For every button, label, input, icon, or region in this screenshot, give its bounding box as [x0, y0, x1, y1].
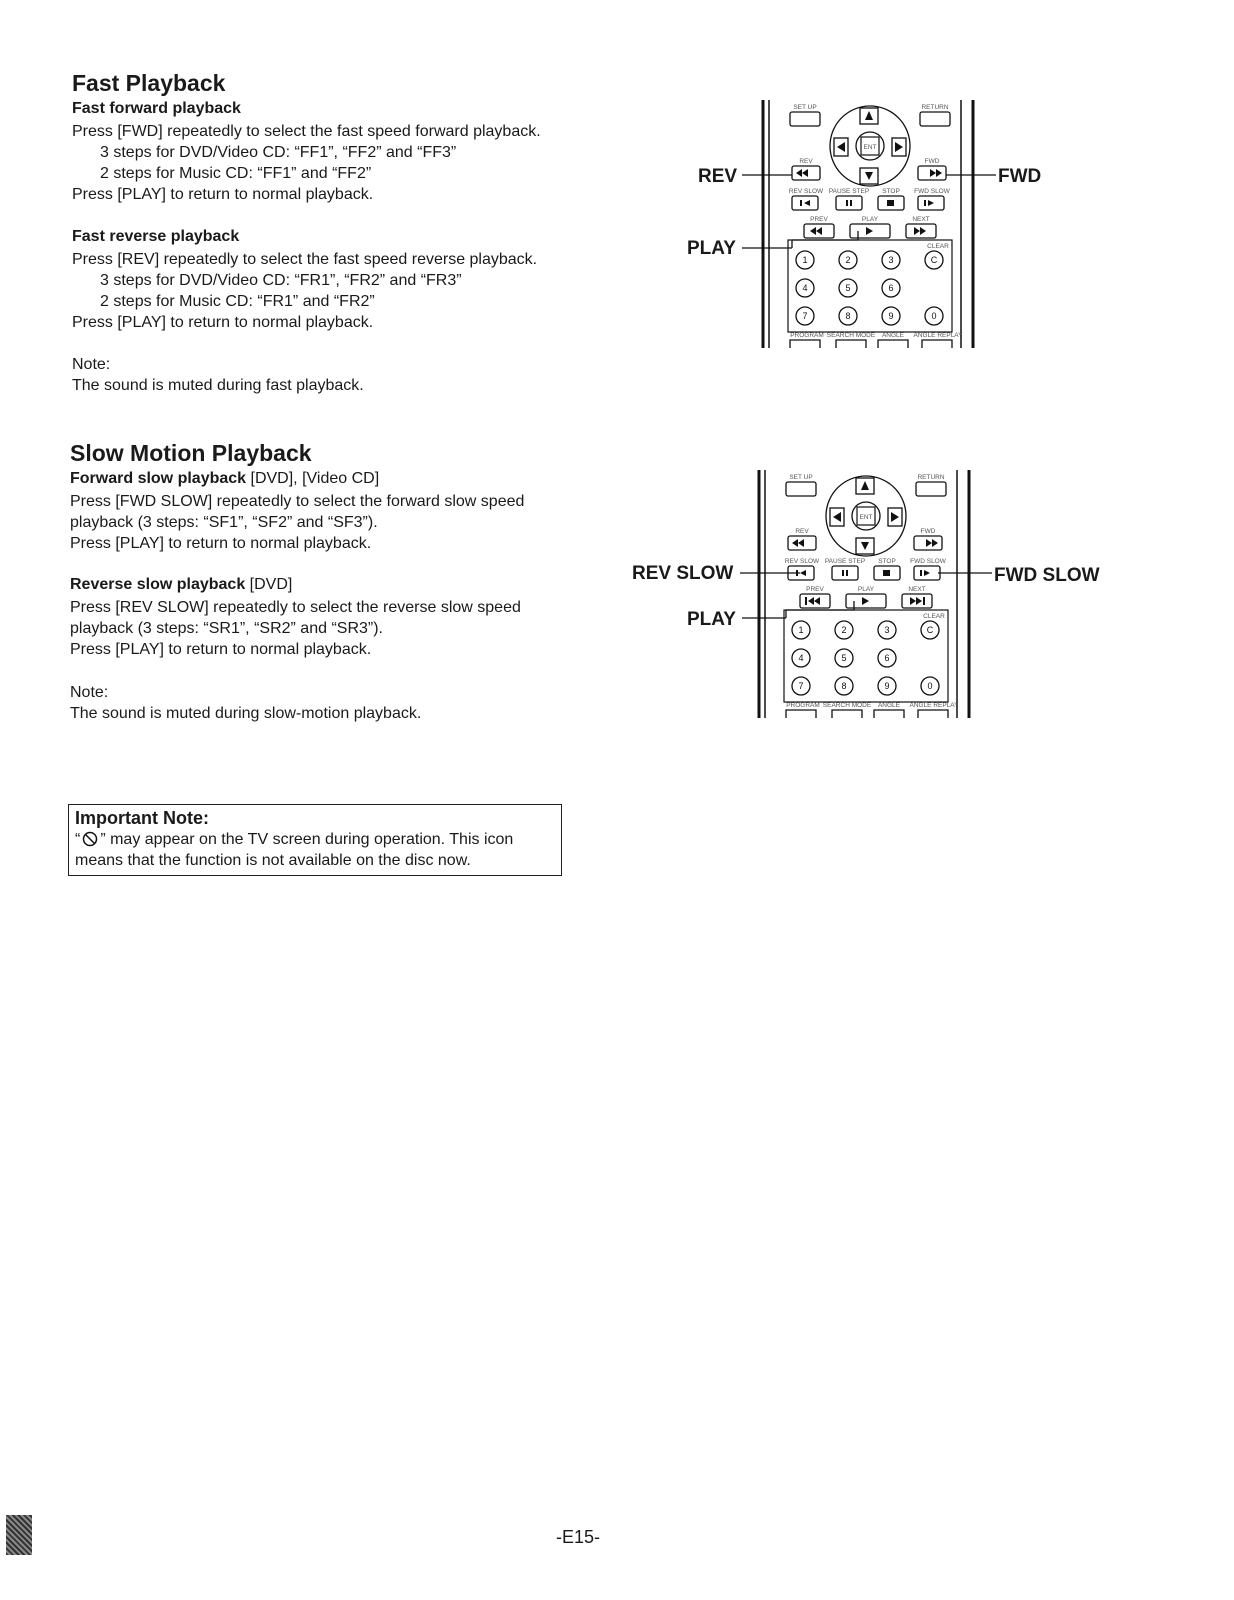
remote-label-return: RETURN — [917, 474, 945, 481]
digit-key-label: 4 — [798, 653, 804, 663]
digit-key-label: 5 — [845, 283, 851, 293]
callout-fwd-slow: FWD SLOW — [994, 565, 1100, 586]
text-line: Press [PLAY] to return to normal playback. — [72, 186, 374, 203]
text-line: playback (3 steps: “SR1”, “SR2” and “SR3”). — [70, 620, 383, 637]
text-line: Press [REV] repeatedly to select the fast speed reverse playback. — [72, 251, 538, 268]
remote-label-clear: CLEAR — [923, 613, 945, 620]
prohibited-icon — [82, 831, 98, 847]
digit-key-label: 1 — [798, 625, 804, 635]
remote-label-search-mode: SEARCH MODE — [826, 332, 876, 339]
text-line: Press [FWD SLOW] repeatedly to select the forward slow speed — [70, 493, 525, 510]
remote-label-clear: CLEAR — [927, 243, 949, 250]
clear-key-label: C — [930, 255, 938, 265]
remote-label-play: PLAY — [861, 216, 879, 223]
digit-key-label: 7 — [802, 311, 808, 321]
text-line: Press [PLAY] to return to normal playback. — [70, 535, 372, 552]
note-text: The sound is muted during slow-motion playback. — [70, 705, 422, 722]
forward-slow-heading-text: Forward slow playback — [70, 470, 247, 487]
remote-label-rev-slow: REV SLOW — [784, 558, 820, 565]
remote-label-play: PLAY — [857, 586, 875, 593]
slow-motion-title: Slow Motion Playback — [70, 440, 312, 466]
callout-fwd: FWD — [998, 166, 1042, 187]
remote-label-rev-slow: REV SLOW — [788, 188, 824, 195]
remote-label-setup: SET UP — [793, 104, 817, 111]
remote-label-prev: PREV — [810, 216, 828, 223]
scan-corner-mark — [6, 1515, 32, 1555]
text-line: 2 steps for Music CD: “FR1” and “FR2” — [100, 293, 375, 310]
digit-key-label: 3 — [884, 625, 890, 635]
important-note-line-2: means that the function is not available on the disc now. — [75, 852, 471, 869]
digit-key-label: 9 — [884, 681, 890, 691]
text-line: playback (3 steps: “SF1”, “SF2” and “SF3”). — [70, 514, 378, 531]
text-line: 3 steps for DVD/Video CD: “FF1”, “FF2” and “FF3” — [100, 144, 457, 161]
reverse-slow-disc-tag: [DVD] — [245, 576, 293, 593]
text-line: 2 steps for Music CD: “FF1” and “FF2” — [100, 165, 372, 182]
callout-play: PLAY — [687, 609, 736, 630]
remote-label-stop: STOP — [878, 558, 896, 565]
digit-key-label: 1 — [802, 255, 808, 265]
remote-label-stop: STOP — [882, 188, 900, 195]
text-line: Press [FWD] repeatedly to select the fast speed forward playback. — [72, 123, 541, 140]
remote-label-next: NEXT — [908, 586, 926, 593]
remote-label-rev: REV — [799, 158, 813, 165]
remote-label-rev: REV — [795, 528, 809, 535]
fast-reverse-heading: Fast reverse playback — [72, 228, 240, 245]
callout-rev: REV — [698, 166, 738, 187]
callout-rev-slow: REV SLOW — [632, 563, 734, 584]
page-number: -E15- — [556, 1527, 601, 1547]
note-label: Note: — [70, 684, 109, 701]
remote-label-program: PROGRAM — [786, 702, 820, 709]
digit-key-label: 0 — [927, 681, 933, 691]
remote-label-ent: ENT — [859, 514, 873, 521]
digit-key-label: 2 — [845, 255, 851, 265]
note-label: Note: — [72, 356, 111, 373]
remote-label-fwd: FWD — [924, 158, 940, 165]
remote-label-ent: ENT — [863, 144, 877, 151]
note-text: The sound is muted during fast playback. — [72, 377, 364, 394]
digit-key-label: 3 — [888, 255, 894, 265]
important-note-line-1 — [75, 829, 555, 850]
digit-key-label: 6 — [884, 653, 890, 663]
clear-key-label: C — [926, 625, 934, 635]
important-note-text-1: ” may appear on the TV screen during operation. This icon — [100, 831, 514, 848]
digit-key-label: 4 — [802, 283, 808, 293]
digit-key-label: 5 — [841, 653, 847, 663]
digit-key-label: 8 — [841, 681, 847, 691]
text-line: Press [PLAY] to return to normal playback. — [70, 641, 372, 658]
remote-label-angle-replay: ANGLE REPLAY — [909, 702, 959, 709]
text-line: 3 steps for DVD/Video CD: “FR1”, “FR2” and “FR3” — [100, 272, 462, 289]
remote-label-setup: SET UP — [789, 474, 813, 481]
remote-label-return: RETURN — [921, 104, 949, 111]
remote-label-search-mode: SEARCH MODE — [822, 702, 872, 709]
remote-label-fwd-slow: FWD SLOW — [914, 188, 950, 195]
remote-label-fwd: FWD — [920, 528, 936, 535]
fast-playback-title: Fast Playback — [72, 70, 226, 96]
digit-key-label: 9 — [888, 311, 894, 321]
remote-label-program: PROGRAM — [790, 332, 824, 339]
text-line: Press [PLAY] to return to normal playback. — [72, 314, 374, 331]
digit-key-label: 8 — [845, 311, 851, 321]
digit-key-label: 0 — [931, 311, 937, 321]
text-line: Press [REV SLOW] repeatedly to select the reverse slow speed — [70, 599, 521, 616]
important-note-title: Important Note: — [75, 808, 209, 828]
remote-label-pause-step: PAUSE STEP — [824, 558, 866, 565]
forward-slow-disc-tag: [DVD], [Video CD] — [246, 470, 380, 487]
reverse-slow-heading-text: Reverse slow playback — [70, 576, 246, 593]
remote-label-angle: ANGLE — [881, 332, 905, 339]
remote-label-prev: PREV — [806, 586, 824, 593]
callout-play: PLAY — [687, 238, 736, 259]
fast-forward-heading: Fast forward playback — [72, 100, 241, 117]
remote-label-pause-step: PAUSE STEP — [828, 188, 870, 195]
digit-key-label: 2 — [841, 625, 847, 635]
digit-key-label: 6 — [888, 283, 894, 293]
important-note-box — [68, 804, 562, 876]
remote-label-fwd-slow: FWD SLOW — [910, 558, 946, 565]
remote-label-next: NEXT — [912, 216, 930, 223]
digit-key-label: 7 — [798, 681, 804, 691]
open-quote: “ — [75, 831, 81, 848]
remote-label-angle-replay: ANGLE REPLAY — [913, 332, 963, 339]
remote-label-angle: ANGLE — [877, 702, 901, 709]
